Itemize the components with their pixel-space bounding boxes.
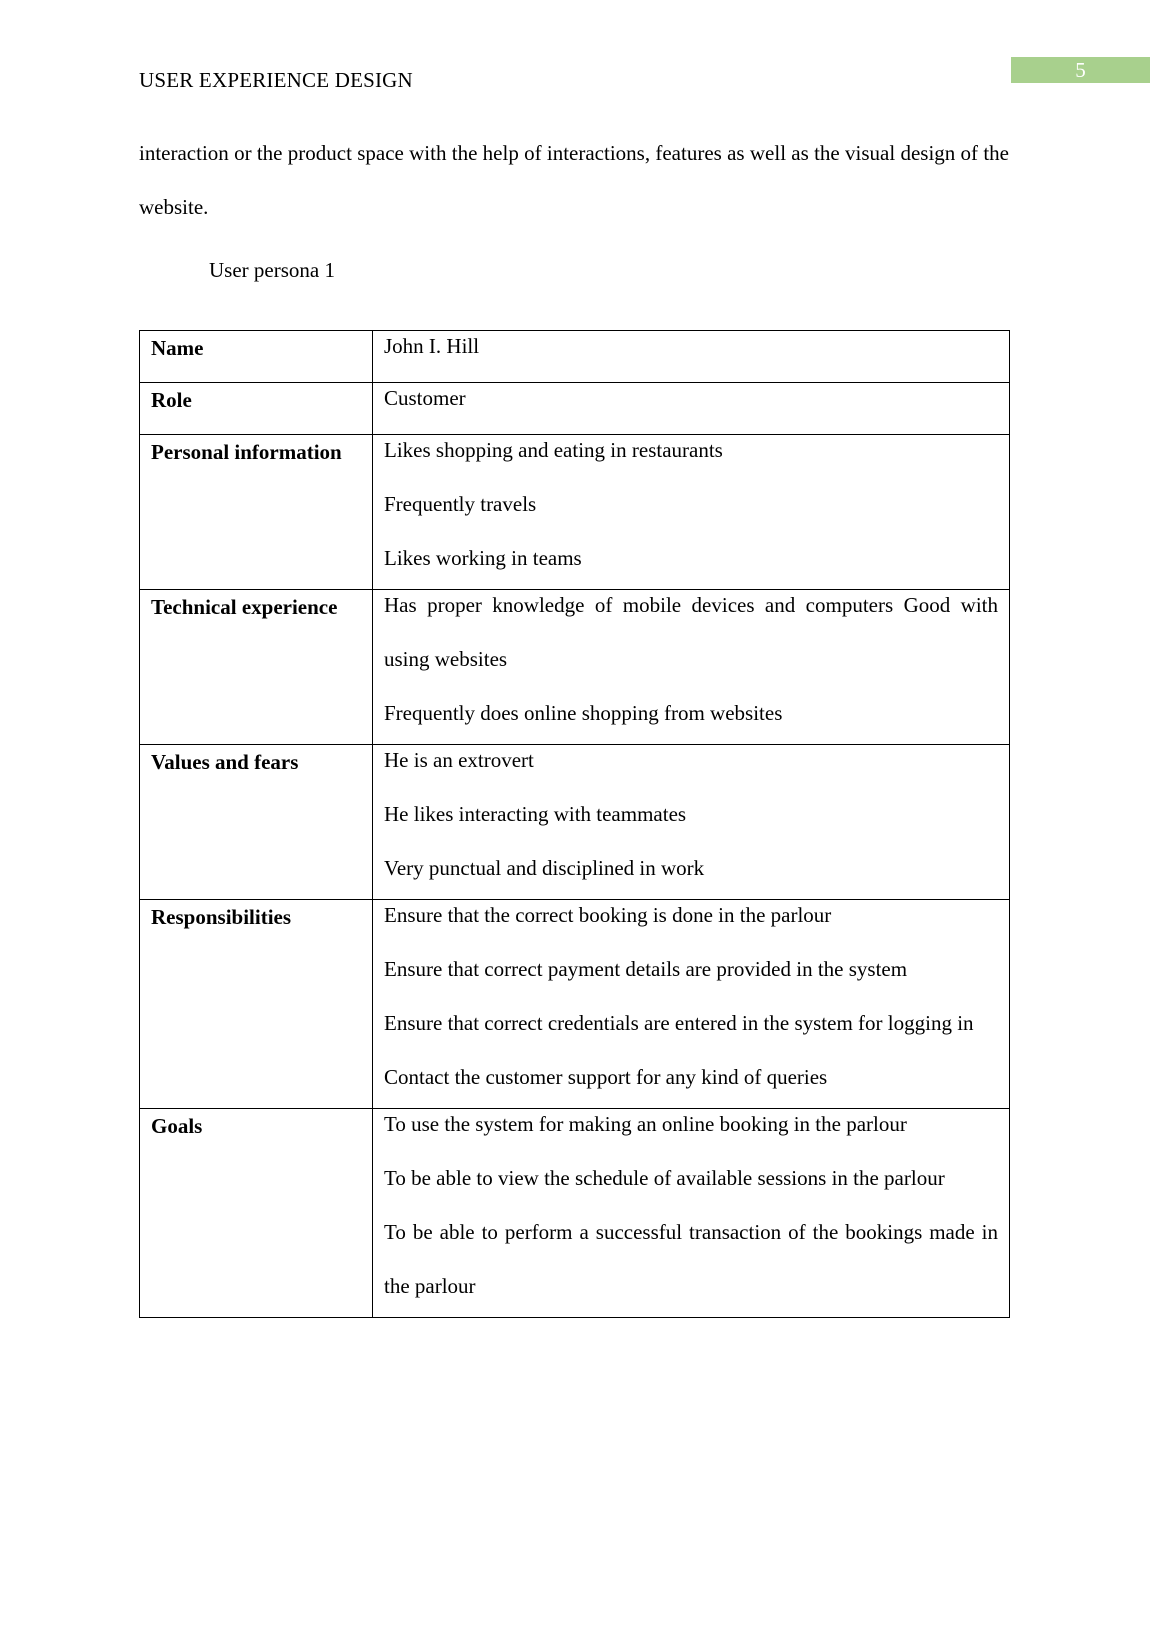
row-value-line: Frequently travels (384, 492, 537, 516)
row-value-cell (373, 590, 1010, 745)
table-row (140, 590, 1010, 745)
table-row (140, 745, 1010, 900)
row-value-line: To be able to perform a successful transaction of the bookings made in the parlour (384, 1220, 998, 1298)
row-value-line: Contact the customer support for any kind of queries (384, 1065, 828, 1089)
row-label-cell (140, 590, 373, 745)
row-label: Goals (151, 1114, 203, 1138)
row-value-cell (373, 900, 1010, 1109)
table-row (140, 435, 1010, 590)
row-label: Name (151, 336, 204, 360)
row-label: Role (151, 388, 192, 412)
row-label-cell (140, 900, 373, 1109)
row-value-line: Has proper knowledge of mobile devices and computers Good with using websites (384, 593, 998, 671)
row-value-line: To be able to view the schedule of available sessions in the parlour (384, 1166, 945, 1190)
user-persona-table (139, 330, 1010, 1318)
row-label: Personal information (151, 440, 342, 464)
row-value-cell (373, 745, 1010, 900)
row-label-cell (140, 383, 373, 435)
table-row (140, 1109, 1010, 1318)
row-label-cell (140, 331, 373, 383)
row-value-cell (373, 1109, 1010, 1318)
row-label-cell (140, 745, 373, 900)
row-value-line: Likes working in teams (384, 546, 582, 570)
row-value-line: John I. Hill (384, 334, 480, 358)
row-label: Technical experience (151, 595, 338, 619)
row-value-line: To use the system for making an online booking in the parlour (384, 1112, 907, 1136)
running-head: USER EXPERIENCE DESIGN (139, 68, 413, 92)
row-value-line: Customer (384, 386, 466, 410)
row-value-line: Ensure that correct payment details are provided in the system (384, 957, 908, 981)
table-row (140, 900, 1010, 1109)
row-value-line: Frequently does online shopping from websites (384, 701, 783, 725)
row-value-line: Ensure that the correct booking is done in the parlour (384, 903, 832, 927)
row-label-cell (140, 435, 373, 590)
row-value-cell (373, 435, 1010, 590)
row-value-line: Likes shopping and eating in restaurants (384, 438, 723, 462)
intro-paragraph: interaction or the product space with the help of interactions, features as well as the visual design of the website. (139, 141, 1009, 219)
row-label: Responsibilities (151, 905, 292, 929)
page-number: 5 (1011, 57, 1150, 83)
row-label-cell (140, 1109, 373, 1318)
table-caption: User persona 1 (209, 258, 335, 282)
row-value-line: Ensure that correct credentials are entered in the system for logging in (384, 1011, 974, 1035)
row-value-line: He is an extrovert (384, 748, 534, 772)
row-label: Values and fears (151, 750, 299, 774)
row-value-line: Very punctual and disciplined in work (384, 856, 705, 880)
row-value-line: He likes interacting with teammates (384, 802, 687, 826)
